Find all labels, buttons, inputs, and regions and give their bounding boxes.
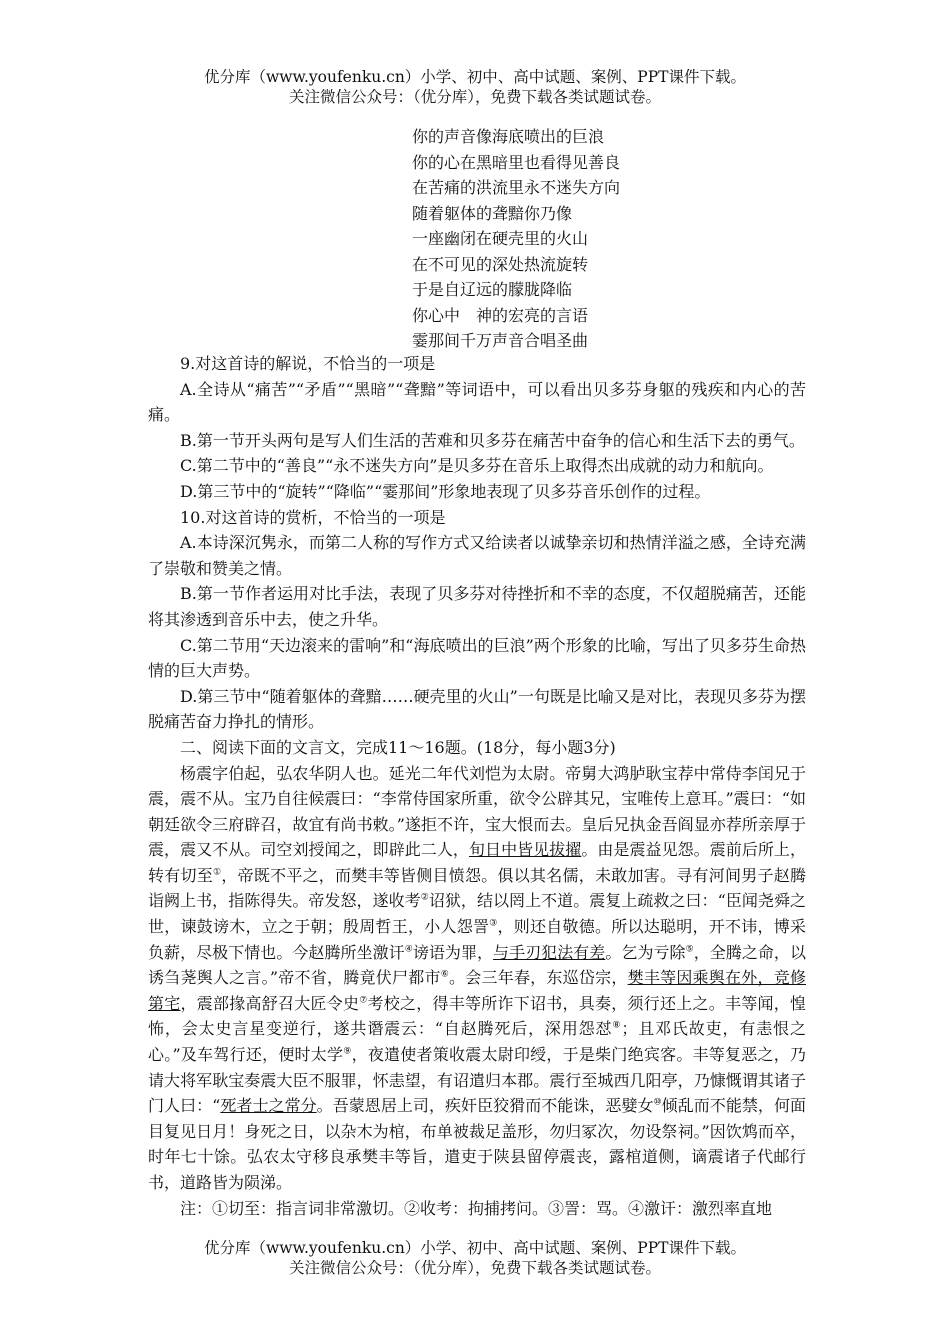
footnote-marker: ⑨ bbox=[343, 1046, 352, 1057]
footer-line-2: 关注微信公众号：（优分库），免费下载各类试题试卷。 bbox=[288, 1259, 661, 1277]
question-9-option-d: D.第三节中的“旋转”“降临”“霎那间”形象地表现了贝多芬音乐创作的过程。 bbox=[180, 481, 711, 501]
footnote-marker: ⑤ bbox=[685, 944, 694, 955]
poem-line: 一座幽闭在硬壳里的火山 bbox=[412, 229, 589, 248]
footnote-marker: ⑥ bbox=[440, 969, 449, 980]
passage-text: ；且邓氏故吏，有恚恨之心。”及车驾行还，便时太学 bbox=[148, 1019, 806, 1065]
passage-text: ，帝既不平之，而樊丰等皆侧目愤怨。俱以其名儒，未敢加害。寻有河间男子赵腾诣阙上书，指陈得失。帝发怒，遂收考 bbox=[148, 865, 806, 911]
questions-body bbox=[148, 351, 806, 1221]
passage-text: 诏狱，结以罔上不道。震复上疏救之曰：“臣闻尧舜之世，谏鼓谤木，立之于朝；殷周哲王，小人怨詈 bbox=[148, 891, 806, 937]
poem-line: 在苦痛的洪流里永不迷失方向 bbox=[412, 178, 621, 197]
underlined-sentence: 死者士之常分 bbox=[220, 1096, 317, 1116]
question-10-option-b: B.第一节作者运用对比手法，表现了贝多芬对待挫折和不幸的态度，不仅超脱痛苦，还能将其渗透到音乐中去，使之升华。 bbox=[148, 584, 806, 629]
question-9-option-c: C.第二节中的“善良”“永不迷失方向”是贝多芬在音乐上取得杰出成就的动力和航向。 bbox=[180, 456, 774, 476]
footnote-marker: ② bbox=[420, 893, 429, 904]
underlined-sentence: 旬日中皆见拔擢 bbox=[468, 840, 582, 860]
page-header-top bbox=[0, 67, 950, 107]
footnote-marker: ⑧ bbox=[612, 1021, 622, 1032]
poem-line: 在不可见的深处热流旋转 bbox=[412, 254, 589, 274]
page-footer bbox=[0, 1238, 950, 1278]
poem-line: 于是自辽远的朦胧降临 bbox=[412, 280, 573, 299]
poem-line: 你的声音像海底喷出的巨浪 bbox=[412, 127, 605, 146]
footer-line-1: 优分库（www.youfenku.cn）小学、初中、高中试题、案例、PPT课件下载。 bbox=[203, 1239, 747, 1257]
underlined-sentence: 樊丰等因乘舆在外，竞修第宅 bbox=[148, 968, 806, 1013]
passage-text: 。吾蒙恩居上司，疾奸臣狡猾而不能诛，恶嬖女 bbox=[316, 1096, 654, 1116]
footnotes: 注：①切至：指言词非常激切。②收考：拘捕拷问。③詈：骂。④激讦：激烈率直地 bbox=[180, 1198, 773, 1218]
passage-text: 。乞为亏除 bbox=[605, 942, 686, 962]
passage-text: ，则还自敬德。所以达聪明，开不讳，博采负薪，尽极下情也。今赵腾所坐激讦 bbox=[148, 917, 806, 962]
passage-text: 倾乱而不能禁，何面目复见日月！身死之日，以杂木为棺，布单被裁足盖形，勿归冢次，勿设祭祠。”因饮鸩而卒，时年七十馀。弘农太守移良承樊丰等旨，遣吏于陕县留停震丧，露棺道侧，谪震诸子代邮行书，道路皆为陨涕。 bbox=[148, 1096, 806, 1192]
footnote-marker: ⑦ bbox=[359, 995, 368, 1006]
header-line-1: 优分库（www.youfenku.cn）小学、初中、高中试题、案例、PPT课件下载。 bbox=[203, 68, 747, 86]
passage-text: 。由是震益见怨。震前后所上，转有切至 bbox=[148, 840, 806, 885]
passage-text: 。会三年春，东巡岱宗， bbox=[449, 968, 628, 988]
passage-text: 考校之，得丰等所诈下诏书，具奏，须行还上之。丰等闻，惶怖，会太史言星变逆行，遂共谮震云：“自赵腾死后，深用怨怼 bbox=[148, 993, 806, 1039]
underlined-sentence: 与手刃犯法有差 bbox=[493, 942, 606, 962]
passage-text: 谤语为罪， bbox=[412, 942, 494, 962]
footnote-marker: ① bbox=[213, 867, 222, 878]
header-line-2: 关注微信公众号：（优分库），免费下载各类试题试卷。 bbox=[288, 88, 661, 106]
footnote-marker: ③ bbox=[489, 918, 498, 929]
question-10-option-a: A.本诗深沉隽永，而第二人称的写作方式又给读者以诚挚亲切和热情洋溢之感，全诗充满了崇敬和赞美之情。 bbox=[148, 533, 806, 578]
passage-text: 杨震字伯起，弘农华阴人也。延光二年代刘恺为太尉。帝舅大鸿胪耿宝荐中常侍李闰兄于震，震不从。宝乃自往候震曰：“李常侍国家所重，欲令公辟其兄，宝唯传上意耳。”震曰：“如朝廷欲令三府辟召，故宜有尚书敕。”遂拒不许，宝大恨而去。皇后兄执金吾阎显亦荐所亲厚于震，震又不从。司空刘授闻之，即辟此二人， bbox=[148, 763, 806, 860]
question-9-option-a: A.全诗从“痛苦”“矛盾”“黑暗”“聋黯”等词语中，可以看出贝多芬身躯的残疾和内心的苦痛。 bbox=[148, 379, 806, 425]
question-9-stem: 9.对这首诗的解说，不恰当的一项是 bbox=[180, 354, 436, 373]
passage-text: ，夜遣使者策收震太尉印绶，于是柴门绝宾客。丰等复恶之，乃请大将军耿宝奏震大臣不服罪，怀恚望，有诏遣归本郡。震行至城西几阳亭，乃慷慨谓其诸子门人曰：“ bbox=[148, 1045, 806, 1116]
question-10-option-c: C.第二节用“天边滚来的雷响”和“海底喷出的巨浪”两个形象的比喻，写出了贝多芬生命热情的巨大声势。 bbox=[148, 635, 806, 681]
poem-line: 你心中 神的宏亮的言语 bbox=[412, 305, 589, 325]
poem-line: 霎那间千万声音合唱圣曲 bbox=[412, 331, 589, 350]
question-10-option-d: D.第三节中“随着躯体的聋黯……硬壳里的火山”一句既是比喻又是对比，表现贝多芬为摆脱痛苦奋力挣扎的情形。 bbox=[148, 686, 806, 732]
footnote-marker: ⑩ bbox=[653, 1097, 662, 1108]
poem-line: 随着躯体的聋黯你乃像 bbox=[412, 203, 573, 223]
passage-text: ，震部掾高舒召大匠令史 bbox=[180, 993, 360, 1013]
passage-text: ，全腾之命，以诱刍荛舆人之言。”帝不省，腾竟伏尸都市 bbox=[148, 942, 806, 988]
section-2-heading: 二、阅读下面的文言文，完成11～16题。(18分，每小题3分) bbox=[180, 737, 616, 757]
classical-passage bbox=[148, 761, 806, 1196]
footnote-marker: ④ bbox=[404, 944, 413, 955]
poem-line: 你的心在黑暗里也看得见善良 bbox=[412, 152, 621, 172]
question-9-option-b: B.第一节开头两句是写人们生活的苦难和贝多芬在痛苦中奋争的信心和生活下去的勇气。 bbox=[180, 430, 805, 450]
poem-stanza bbox=[412, 124, 620, 354]
question-10-stem: 10.对这首诗的赏析，不恰当的一项是 bbox=[180, 507, 446, 527]
